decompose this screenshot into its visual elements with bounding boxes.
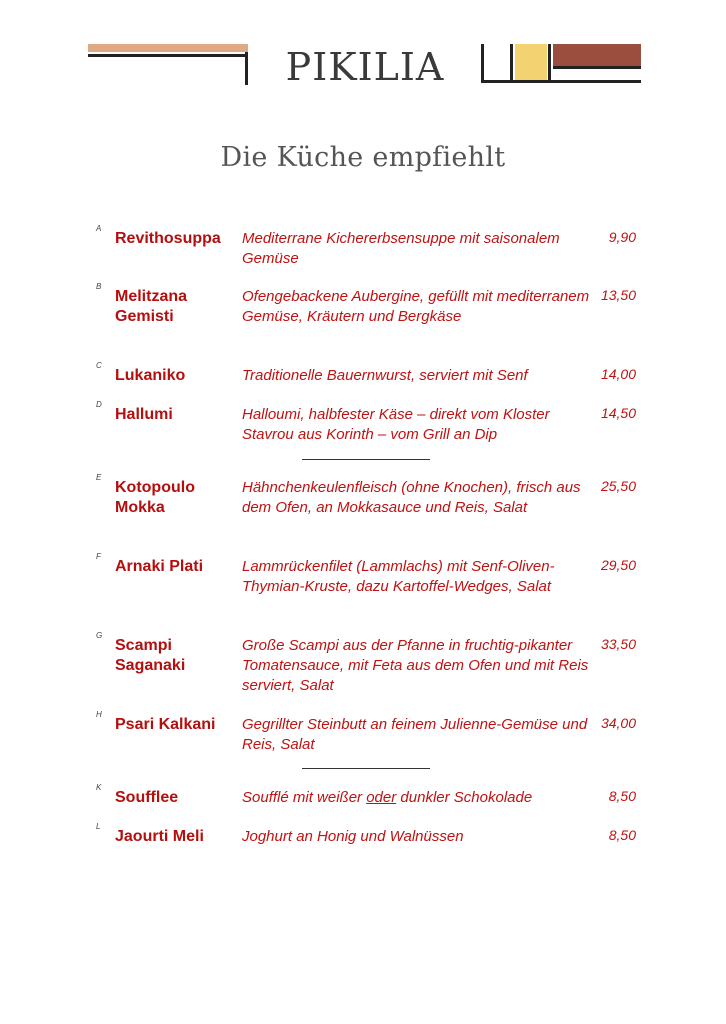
item-name: Revithosuppa <box>115 230 221 247</box>
item-description: Joghurt an Honig und Walnüssen <box>242 828 464 845</box>
restaurant-logo: PIKILIA <box>285 45 445 89</box>
section-divider <box>302 768 430 769</box>
header-banner <box>0 0 726 100</box>
item-letter: E <box>96 473 102 482</box>
mondrian-brown-block <box>553 44 641 66</box>
item-name: Kotopoulo Mokka <box>115 479 195 516</box>
item-description: Hähnchenkeulenfleisch (ohne Knochen), frisch aus dem Ofen, an Mokkasauce und Reis, Salat <box>242 479 581 516</box>
item-description: Gegrillter Steinbutt an feinem Julienne-Gemüse und Reis, Salat <box>242 716 588 753</box>
item-letter: H <box>96 710 102 719</box>
mondrian-yellow-block <box>515 44 547 80</box>
item-letter: B <box>96 282 102 291</box>
item-price: 13,50 <box>600 287 636 303</box>
mondrian-line <box>481 44 484 82</box>
item-price: 34,00 <box>600 715 636 731</box>
desc-part: dunkler Schokolade <box>396 789 533 806</box>
mondrian-line <box>553 66 641 69</box>
page-title: Die Küche empfiehlt <box>220 142 506 173</box>
item-description: Mediterrane Kichererbsensuppe mit saisonalem Gemüse <box>242 230 560 267</box>
item-price: 29,50 <box>600 557 636 573</box>
item-price: 8,50 <box>608 788 636 804</box>
item-price: 25,50 <box>600 478 636 494</box>
item-letter: D <box>96 400 102 409</box>
item-name: Lukaniko <box>115 367 186 384</box>
item-name: Soufflee <box>115 789 179 806</box>
section-divider <box>302 459 430 460</box>
item-name: Psari Kalkani <box>115 716 216 733</box>
item-letter: A <box>96 224 102 233</box>
mondrian-line <box>548 44 551 82</box>
item-name: Hallumi <box>115 406 173 423</box>
item-name: Melitzana Gemisti <box>115 288 188 325</box>
desc-part: Soufflé mit weißer <box>242 789 367 806</box>
item-description: Halloumi, halbfester Käse – direkt vom Kloster Stavrou aus Korinth – vom Grill an Dip <box>242 406 550 443</box>
item-description: Große Scampi aus der Pfanne in fruchtig-pikanter Tomatensauce, mit Feta aus dem Ofen und mit Reis serviert, Salat <box>242 637 589 694</box>
item-price: 33,50 <box>600 636 636 652</box>
item-price: 14,00 <box>600 366 636 382</box>
item-letter: C <box>96 361 102 370</box>
item-name: Arnaki Plati <box>115 558 204 575</box>
item-price: 8,50 <box>608 827 636 843</box>
item-letter: L <box>96 822 101 831</box>
item-name: Jaourti Meli <box>115 828 204 845</box>
banner-peach-bar <box>88 44 248 52</box>
item-price: 14,50 <box>600 405 636 421</box>
item-description: Lammrückenfilet (Lammlachs) mit Senf-Oliven-Thymian-Kruste, dazu Kartoffel-Wedges, Salat <box>242 558 555 595</box>
item-letter: F <box>96 552 101 561</box>
desc-underlined: oder <box>366 789 397 806</box>
item-name: Scampi Saganaki <box>115 637 186 674</box>
mondrian-line <box>510 44 513 82</box>
mondrian-line <box>481 80 641 83</box>
item-letter: K <box>96 783 102 792</box>
item-price: 9,90 <box>608 229 636 245</box>
banner-line-left <box>88 54 248 57</box>
item-description: Ofengebackene Aubergine, gefüllt mit mediterranem Gemüse, Kräutern und Bergkäse <box>242 288 590 325</box>
item-description <box>242 788 590 808</box>
banner-vertical-left <box>245 52 248 85</box>
item-letter: G <box>96 631 103 640</box>
item-description: Traditionelle Bauernwurst, serviert mit Senf <box>242 367 528 384</box>
